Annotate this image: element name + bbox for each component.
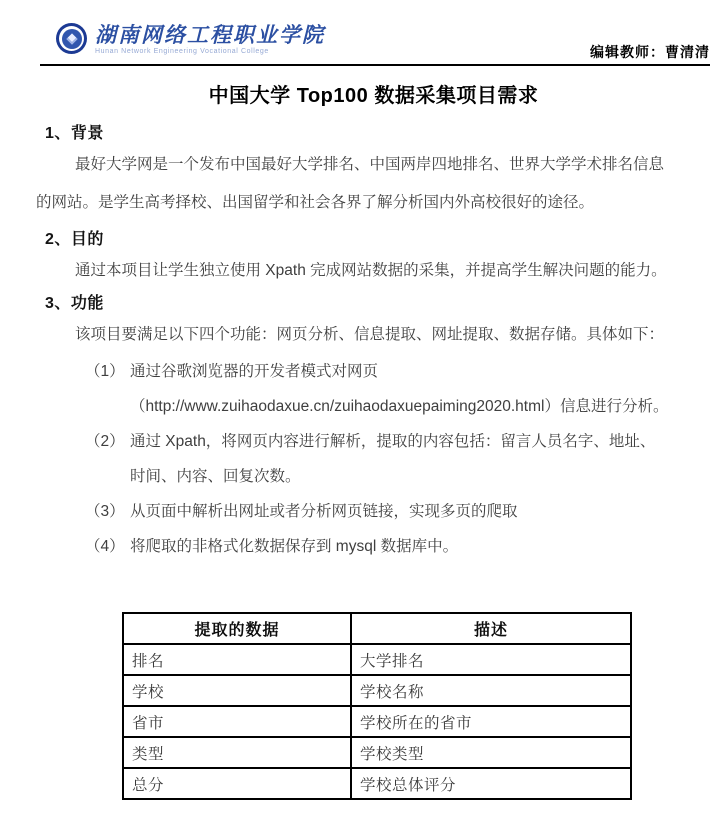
school-logo xyxy=(56,23,325,55)
section-heading-purpose: 2、目的 xyxy=(45,231,104,248)
document-body xyxy=(0,67,721,800)
section-heading-background: 1、背景 xyxy=(45,125,104,142)
list-number: （2） xyxy=(85,433,125,450)
column-header-description: 描述 xyxy=(351,613,631,644)
table-cell: 学校所在的省市 xyxy=(351,706,631,737)
table-cell: 大学排名 xyxy=(351,644,631,675)
table-header-row xyxy=(123,613,631,644)
list-number: （3） xyxy=(85,503,125,520)
logo-text xyxy=(95,23,325,55)
list-item-1-continuation: （http://www.zuihaodaxue.cn/zuihaodaxuepaiming2020.html）信息进行分析。 xyxy=(130,398,669,415)
table-row xyxy=(123,675,631,706)
table-row xyxy=(123,644,631,675)
list-text: 通过 Xpath，将网页内容进行解析，提取的内容包括：留言人员名字、地址、 xyxy=(130,433,656,450)
school-name-cn: 湖南网络工程职业学院 xyxy=(95,22,325,47)
table-cell: 排名 xyxy=(123,644,351,675)
editor-credit: 编辑教师：曹清清 xyxy=(590,44,710,60)
column-header-extracted-data: 提取的数据 xyxy=(123,613,351,644)
section-heading-function: 3、功能 xyxy=(45,295,104,312)
header-rule xyxy=(40,64,710,66)
list-item-2-continuation: 时间、内容、回复次数。 xyxy=(130,468,301,485)
table-cell: 学校类型 xyxy=(351,737,631,768)
table-cell: 学校名称 xyxy=(351,675,631,706)
data-spec-table xyxy=(122,612,632,800)
list-item-3 xyxy=(36,494,711,529)
document-header xyxy=(0,0,721,67)
paragraph-line: 的网站。是学生高考择校、出国留学和社会各界了解分析国内外高校很好的途径。 xyxy=(36,194,595,211)
list-number: （4） xyxy=(85,538,125,555)
paragraph-line: 通过本项目让学生独立使用 Xpath 完成网站数据的采集，并提高学生解决问题的能力。 xyxy=(75,262,667,279)
paragraph-line: 最好大学网是一个发布中国最好大学排名、中国两岸四地排名、世界大学学术排名信息 xyxy=(75,156,665,173)
list-text: 通过谷歌浏览器的开发者模式对网页 xyxy=(130,363,379,380)
list-item-4 xyxy=(36,529,711,564)
list-number: （1） xyxy=(85,363,125,380)
school-emblem-icon xyxy=(56,23,87,54)
list-item-1 xyxy=(36,354,711,389)
table-row xyxy=(123,737,631,768)
table-cell: 类型 xyxy=(123,737,351,768)
page-title: 中国大学 Top100 数据采集项目需求 xyxy=(208,85,539,107)
list-item-2 xyxy=(36,424,711,459)
table-row xyxy=(123,768,631,799)
table-cell: 学校总体评分 xyxy=(351,768,631,799)
table-row xyxy=(123,706,631,737)
paragraph-line: 该项目要满足以下四个功能：网页分析、信息提取、网址提取、数据存储。具体如下： xyxy=(75,326,665,343)
list-text: 将爬取的非格式化数据保存到 mysql 数据库中。 xyxy=(130,538,459,555)
table-cell: 省市 xyxy=(123,706,351,737)
school-name-en: Hunan Network Engineering Vocational College xyxy=(95,48,269,55)
table-cell: 学校 xyxy=(123,675,351,706)
table-cell: 总分 xyxy=(123,768,351,799)
list-text: 从页面中解析出网址或者分析网页链接，实现多页的爬取 xyxy=(130,503,518,520)
